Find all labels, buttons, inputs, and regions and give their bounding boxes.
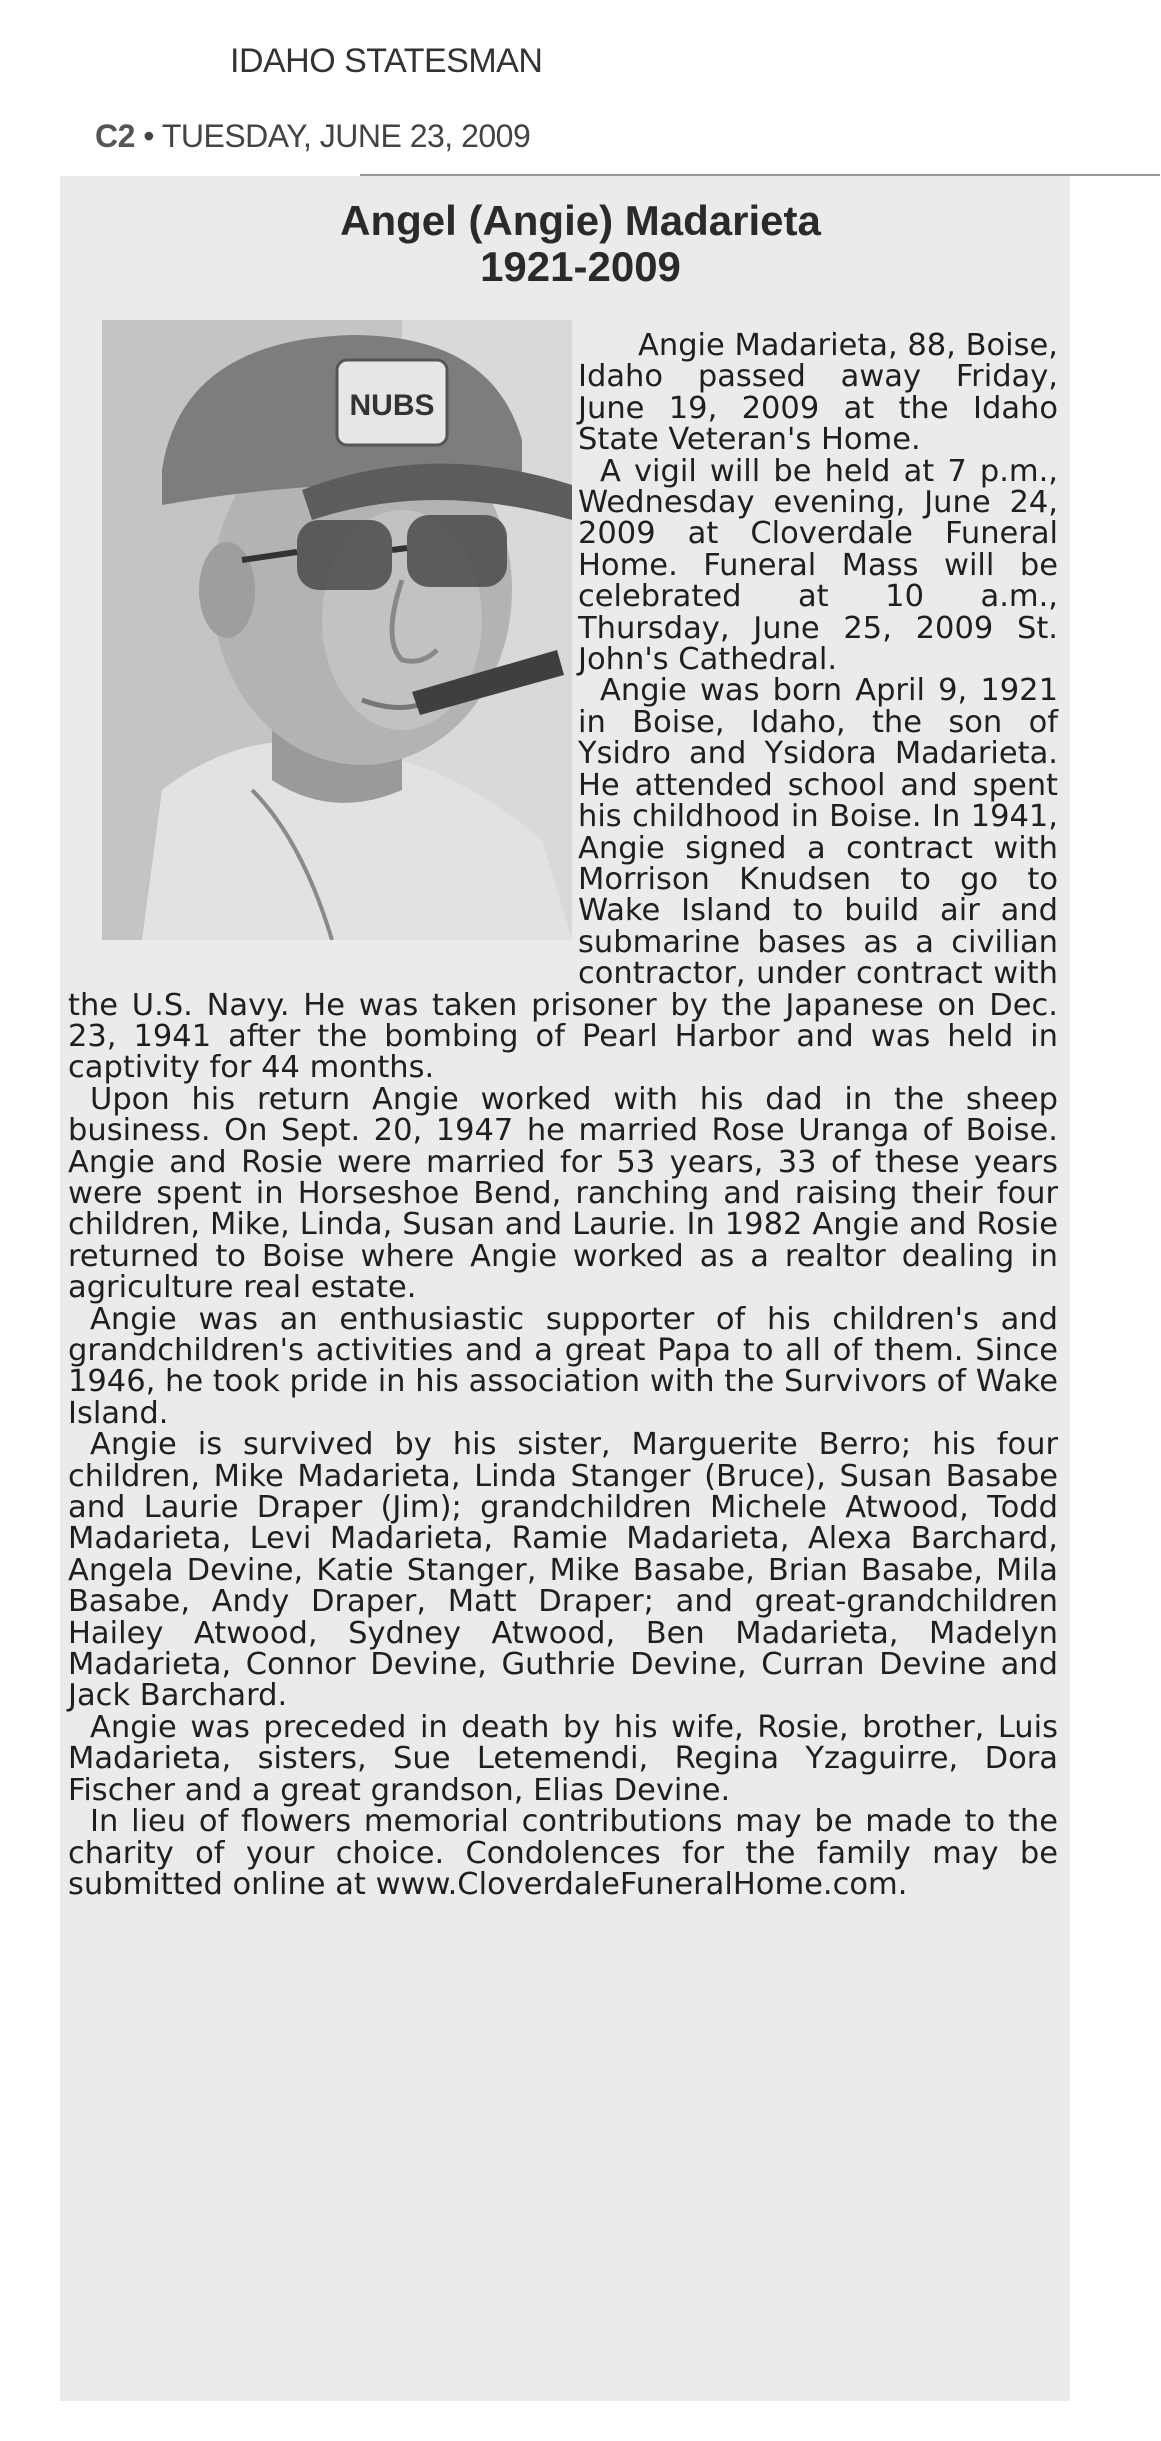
deceased-name: Angel (Angie) Madarieta [340, 197, 821, 244]
page-number: C2 [95, 118, 135, 154]
paragraph: Angie was an enthusiastic supporter of his children's and grandchildren's activities and a great Papa to all of them. Since 1946, he took pride in his association with the Survivors of Wake Island. [68, 1301, 1058, 1431]
life-years: 1921-2009 [480, 243, 681, 290]
publication-date: TUESDAY, JUNE 23, 2009 [161, 118, 531, 154]
newspaper-masthead: IDAHO STATESMAN [230, 42, 543, 80]
dateline-separator: • [143, 118, 154, 154]
obituary-headline [0, 198, 1161, 290]
paragraph: Angie was born April 9, 1921 in Boise, Idaho, the son of Ysidro and Ysidora Madarieta. He attended school and spent his childhood in Boise. In 1941, Angie signed a contract with Morrison Knudsen to go to Wake Island to build air and submarine bases as a civilian contractor, under contract with the U.S. Navy. He was taken prisoner by the Japanese on Dec. 23, 1941 after the bombing of Pearl Harbor and was held in captivity for 44 months. [68, 673, 1058, 1086]
photo-wrap-spacer [68, 330, 578, 960]
obituary-body [68, 330, 1058, 1900]
paragraph: A vigil will be held at 7 p.m., Wednesday evening, June 24, 2009 at Cloverdale Funeral Home. Funeral Mass will be celebrated at 10 a.m., Thursday, June 25, 2009 St. John's Cathedral. [578, 453, 1058, 678]
paragraph: Angie is survived by his sister, Marguerite Berro; his four children, Mike Madarieta, Linda Stanger (Bruce), Susan Basabe and Laurie Draper (Jim); grandchildren Michele Atwood, Todd Madarieta, Levi Madarieta, Ramie Madarieta, Alexa Barchard, Angela Devine, Katie Stanger, Mike Basabe, Brian Basabe, Mila Basabe, Andy Draper, Matt Draper; and great-grandchildren Hailey Atwood, Sydney Atwood, Ben Madarieta, Madelyn Madarieta, Connor Devine, Guthrie Devine, Curran Devine and Jack Barchard. [68, 1427, 1058, 1714]
paragraph: Angie was preceded in death by his wife, Rosie, brother, Luis Madarieta, sisters, Sue Letemendi, Regina Yzaguirre, Dora Fischer and a great grandson, Elias Devine. [68, 1709, 1058, 1808]
paragraph: In lieu of flowers memorial contributions may be made to the charity of your choice. Condolences for the family may be submitted online at www.CloverdaleFuneralHome.com. [68, 1804, 1058, 1902]
paragraph: Upon his return Angie worked with his dad in the sheep business. On Sept. 20, 1947 he married Rose Uranga of Boise. Angie and Rosie were married for 53 years, 33 of these years were spent in Horseshoe Bend, ranching and raising their four children, Mike, Linda, Susan and Laurie. In 1982 Angie and Rosie returned to Boise where Angie worked as a realtor dealing in agriculture real estate. [68, 1081, 1058, 1306]
cap-badge-text: NUBS [349, 389, 435, 422]
page-dateline [95, 118, 530, 155]
paragraph: Angie Madarieta, 88, Boise, Idaho passed away Friday, June 19, 2009 at the Idaho State Veteran's Home. [578, 328, 1058, 458]
